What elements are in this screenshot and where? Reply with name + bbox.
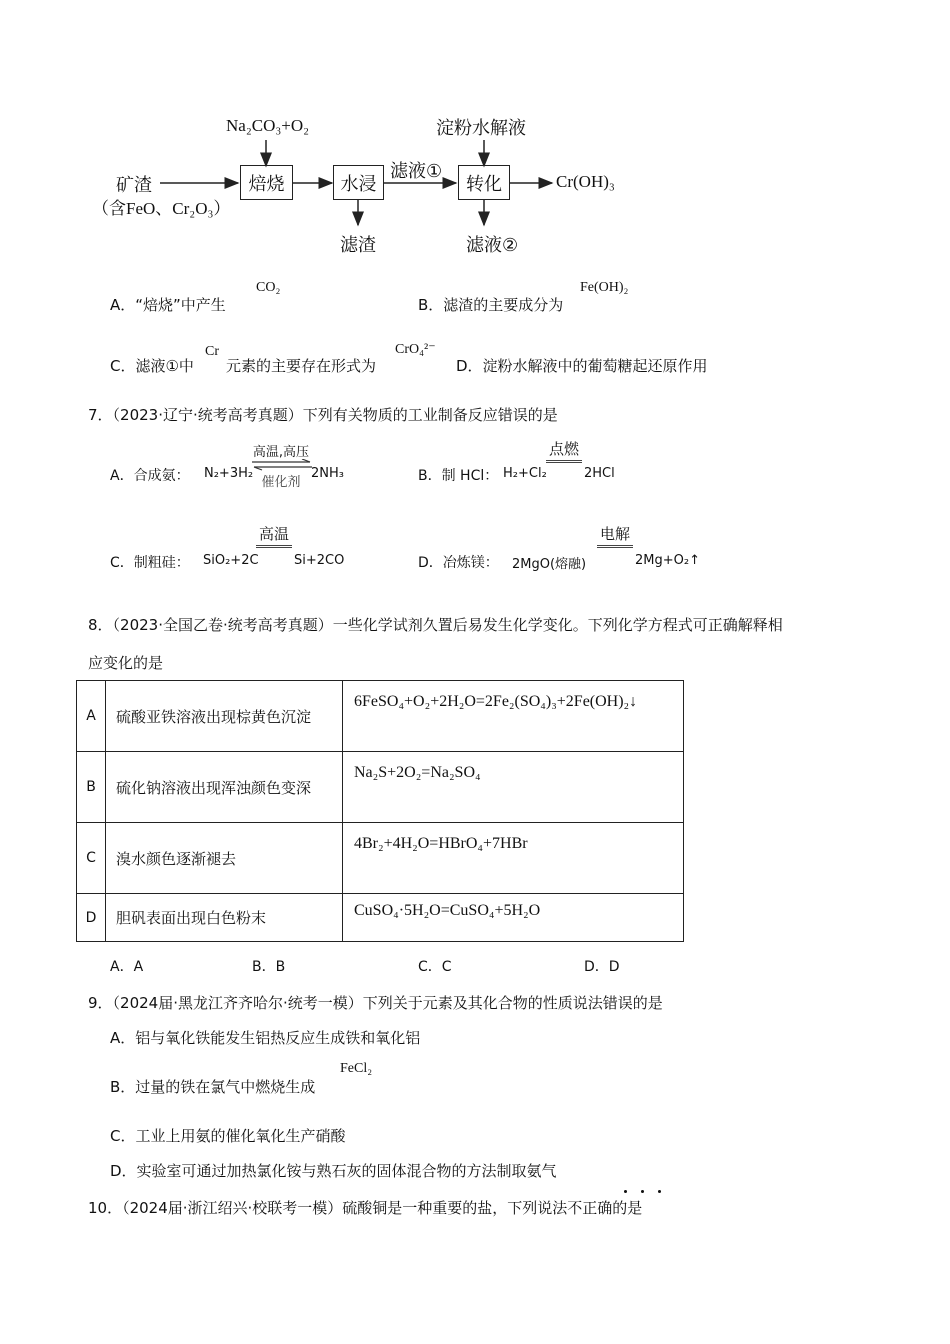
q9-option-a: A．铝与氧化铁能发生铝热反应生成铁和氧化铝 (110, 1029, 421, 1047)
q10-stem: 10．（2024届·浙江绍兴·校联考一模）硫酸铜是一种重要的盐，下列说法不正确的是 (88, 1199, 643, 1217)
q8-row-equation: 6FeSO₄+O₂+2H₂O=2Fe₂(SO₄)₃+2Fe(OH)₂↓ (343, 681, 684, 752)
q6-option-a: A．“焙烧”中产生 (110, 296, 226, 314)
q9-option-b: B．过量的铁在氯气中燃烧生成 (110, 1078, 316, 1096)
flow-filtrate1: 滤液① (390, 161, 443, 182)
emphasis-dot (658, 1190, 661, 1193)
q7-c-cond: 高温 (256, 523, 292, 548)
q7-a-cond-top: 高温,高压 (252, 445, 310, 460)
q7-c-left: SiO₂+2C (203, 553, 259, 568)
q8-stem-line1: 8．（2023·全国乙卷·统考高考真题）一些化学试剂久置后易发生化学变化。下列化学方程式可正确解释相 (88, 616, 783, 634)
q6-option-c-prefix: C．滤液①中 (110, 357, 194, 375)
q9-option-d: D．实验室可通过加热氯化铵与熟石灰的固体混合物的方法制取氨气 (110, 1162, 557, 1180)
flow-product: Cr(OH)₃ (556, 172, 615, 191)
q7-a-cond-bottom: 催化剂 (261, 475, 301, 490)
q7-d-left: 2MgO(熔融) (512, 557, 587, 572)
emphasis-dot (624, 1190, 627, 1193)
q8-choice-b: B．B (252, 959, 286, 975)
flow-residue: 滤渣 (340, 235, 376, 256)
q7-b-right: 2HCl (584, 466, 615, 481)
flow-step-leach: 水浸 (333, 165, 384, 200)
q8-row-equation: CuSO₄·5H₂O=CuSO₄+5H₂O (343, 894, 684, 942)
q9-option-c: C．工业上用氨的催化氧化生产硝酸 (110, 1127, 346, 1145)
flow-reactants: Na₂CO₃+O₂ (226, 116, 310, 135)
q7-c-label: C．制粗硅： (110, 555, 190, 571)
q8-stem-line2: 应变化的是 (88, 654, 164, 672)
q6-option-b-formula: Fe(OH)₂ (580, 280, 629, 295)
q8-row-label: D (77, 894, 106, 942)
flow-starch: 淀粉水解液 (436, 118, 526, 139)
table-row (77, 823, 684, 894)
q8-row-label: B (77, 752, 106, 823)
q8-row-phenomenon: 硫酸亚铁溶液出现棕黄色沉淀 (106, 681, 343, 752)
q7-d-cond: 电解 (597, 523, 633, 548)
q8-row-equation: Na₂S+2O₂=Na₂SO₄ (343, 752, 684, 823)
q7-b-cond: 点燃 (546, 438, 582, 463)
q6-option-a-formula: CO₂ (256, 280, 281, 295)
q6-option-c-mid: 元素的主要存在形式为 (226, 357, 377, 375)
table-row (77, 894, 684, 942)
q7-b-left: H₂+Cl₂ (503, 466, 547, 481)
q7-a-equilibrium-arrow (252, 459, 312, 471)
q7-c-right: Si+2CO (294, 553, 345, 568)
q6-option-c-formula: CrO₄²⁻ (395, 342, 436, 357)
q9-stem: 9．（2024届·黑龙江齐齐哈尔·统考一模）下列关于元素及其化合物的性质说法错误的是 (88, 994, 663, 1012)
q7-a-label: A．合成氨： (110, 468, 190, 484)
flow-step-convert: 转化 (458, 165, 510, 200)
q7-b-label: B．制 HCl： (418, 468, 499, 484)
q7-a-right: 2NH₃ (311, 466, 344, 481)
q6-option-d: D．淀粉水解液中的葡萄糖起还原作用 (456, 357, 708, 375)
q9-option-b-formula: FeCl₂ (340, 1061, 373, 1076)
q6-option-c-element: Cr (205, 344, 219, 359)
q8-row-label: A (77, 681, 106, 752)
flow-step-roast: 焙烧 (240, 165, 293, 200)
q8-row-phenomenon: 胆矾表面出现白色粉末 (106, 894, 343, 942)
q7-d-label: D．冶炼镁： (418, 555, 499, 571)
q8-options-table (76, 680, 684, 942)
q8-choice-d: D．D (584, 959, 620, 975)
table-row (77, 681, 684, 752)
q8-choice-a: A．A (110, 959, 144, 975)
q8-choice-c: C．C (418, 959, 452, 975)
table-row (77, 752, 684, 823)
q7-d-right: 2Mg+O₂↑ (635, 553, 700, 568)
emphasis-dot (641, 1190, 644, 1193)
q7-stem: 7．（2023·辽宁·统考高考真题）下列有关物质的工业制备反应错误的是 (88, 406, 558, 424)
q8-row-equation: 4Br₂+4H₂O=HBrO₄+7HBr (343, 823, 684, 894)
q8-row-label: C (77, 823, 106, 894)
flow-filtrate2: 滤液② (466, 235, 519, 256)
q8-row-phenomenon: 硫化钠溶液出现浑浊颜色变深 (106, 752, 343, 823)
q8-row-phenomenon: 溴水颜色逐渐褪去 (106, 823, 343, 894)
flow-ore: 矿渣 (116, 175, 152, 196)
q7-a-left: N₂+3H₂ (204, 466, 254, 481)
flow-ore-note: （含FeO、Cr₂O₃） (92, 199, 231, 218)
q6-option-b: B．滤渣的主要成分为 (418, 296, 564, 314)
